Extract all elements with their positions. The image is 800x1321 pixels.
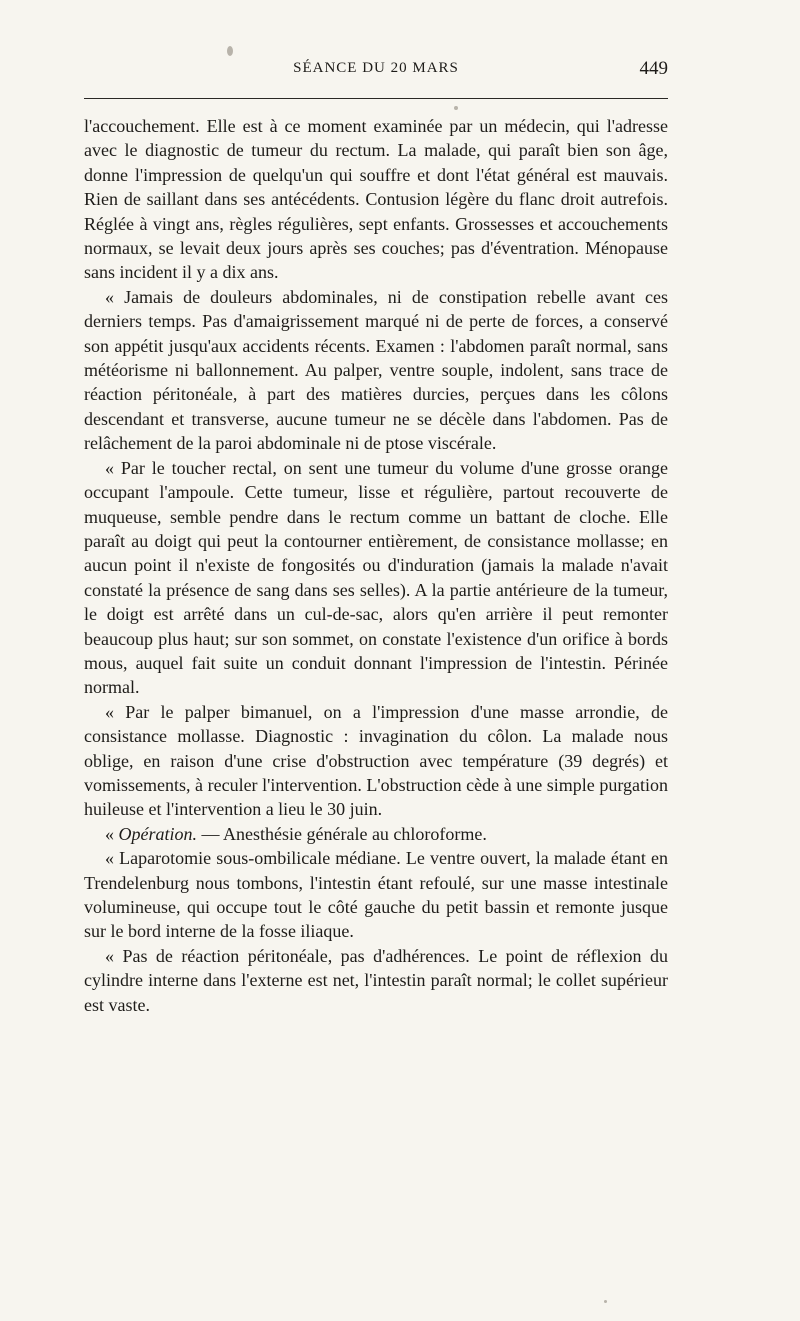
operation-text: — Anesthésie générale au chloroforme. bbox=[197, 823, 487, 844]
paragraph-operation bbox=[84, 822, 668, 846]
paragraph-1: l'accouchement. Elle est à ce moment examinée par un médecin, qui l'adresse avec le diagnostic de tumeur du rectum. La malade, qui paraît bien son âge, donne l'impression de quelqu'un qui souffre et dont l'état général est mauvais. Rien de saillant dans ses antécédents. Contusion légère du flanc droit autrefois. Réglée à vingt ans, règles régulières, sept enfants. Grossesses et accouchements normaux, se levait deux jours après ses couches; pas d'éventration. Ménopause sans incident il y a dix ans. bbox=[84, 116, 668, 283]
body-text bbox=[84, 114, 668, 1017]
paragraph-3: « Par le toucher rectal, on sent une tumeur du volume d'une grosse orange occupant l'ampoule. Cette tumeur, lisse et régulière, partout recouverte de muqueuse, semble pendre dans le rectum comme un battant de cloche. Elle paraît au doigt qui peut la contourner entièrement, de consistance mollasse; en aucun point il n'existe de fongosités ou d'induration (jamais la malade n'avait constaté la présence de sang dans ses selles). A la partie antérieure de la tumeur, le doigt est arrêté dans un cul-de-sac, alors qu'en arrière il peut remonter beaucoup plus haut; sur son sommet, on constate l'existence d'un orifice à bords mous, auquel fait suite un conduit donnant l'impression de l'intestin. Périnée normal. bbox=[84, 457, 668, 698]
paper-speck bbox=[454, 106, 458, 110]
page-header bbox=[84, 60, 668, 84]
operation-prefix: « bbox=[105, 823, 119, 844]
operation-heading: Opération. bbox=[118, 823, 197, 844]
paper-speck bbox=[227, 46, 233, 56]
paragraph-7: « Pas de réaction péritonéale, pas d'adhérences. Le point de réflexion du cylindre interne dans l'externe est net, l'intestin paraît normal; le collet supérieur est vaste. bbox=[84, 945, 668, 1015]
header-rule bbox=[84, 98, 668, 99]
page-number: 449 bbox=[639, 58, 668, 79]
paper-speck bbox=[604, 1300, 607, 1303]
paragraph-4: « Par le palper bimanuel, on a l'impression d'une masse arrondie, de consistance mollasse. Diagnostic : invagination du côlon. La malade nous oblige, en raison d'une crise d'obstruction avec température (39 degrés) et vomissements, à reculer l'intervention. L'obstruction cède à une simple purgation huileuse et l'intervention a lieu le 30 juin. bbox=[84, 701, 668, 820]
paragraph-6: « Laparotomie sous-ombilicale médiane. Le ventre ouvert, la malade étant en Trendelenburg nous tombons, l'intestin étant refoulé, sur une masse intestinale volumineuse, qui occupe tout le côté gauche du petit bassin et remonte jusque sur le bord interne de la fosse iliaque. bbox=[84, 848, 668, 942]
running-title: SÉANCE DU 20 MARS bbox=[293, 60, 459, 76]
paragraph-2: « Jamais de douleurs abdominales, ni de constipation rebelle avant ces derniers temps. Pas d'amaigrissement marqué ni de perte de forces, a conservé son appétit jusqu'aux accidents récents. Examen : l'abdomen paraît normal, sans météorisme ni ballonnement. Au palper, ventre souple, indolent, sans trace de réaction péritonéale, à part des matières durcies, perçues dans les côlons descendant et transverse, aucune tumeur ne se décèle dans l'abdomen. Pas de relâchement de la paroi abdominale ni de ptose viscérale. bbox=[84, 286, 668, 454]
